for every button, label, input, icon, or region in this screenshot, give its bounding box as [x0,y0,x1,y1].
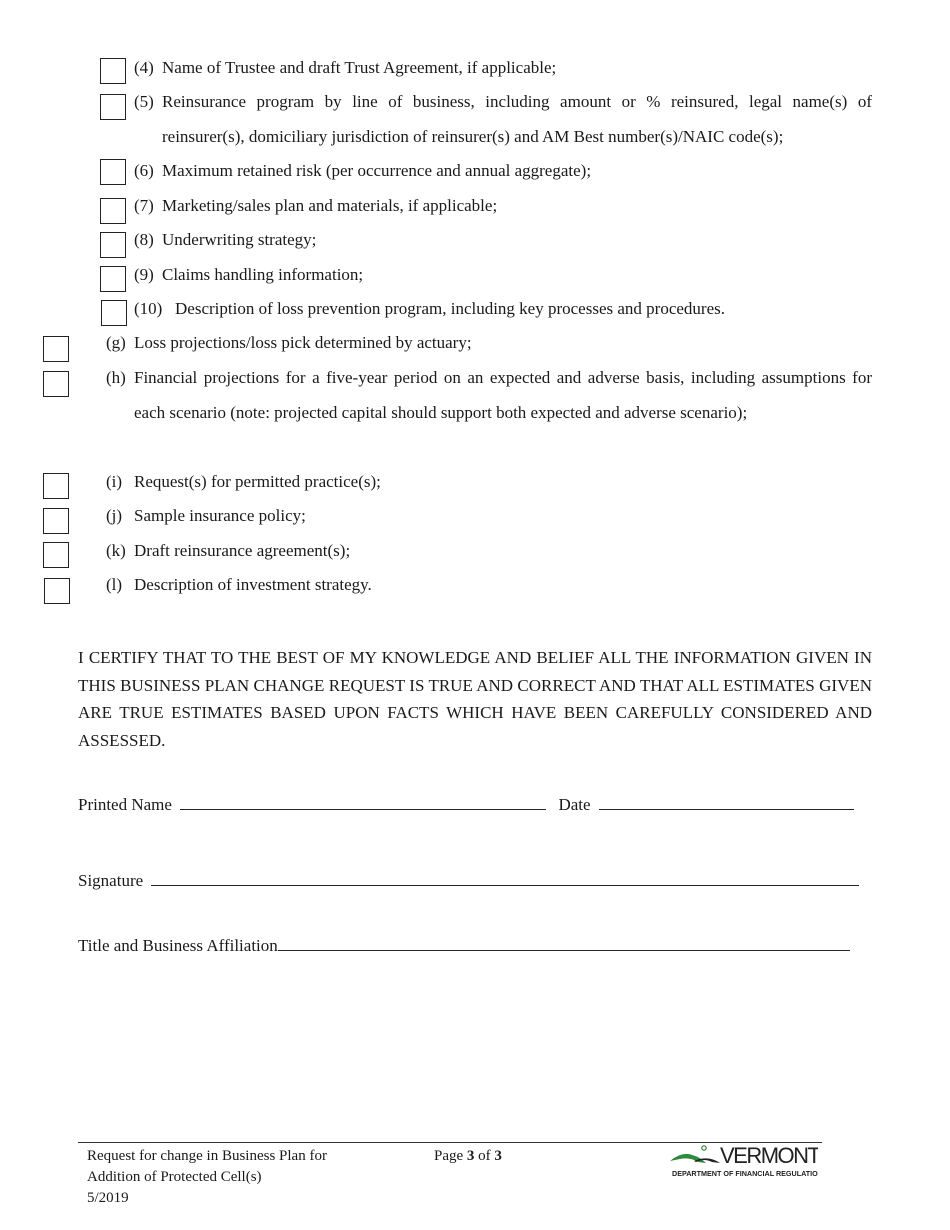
item-text: Draft reinsurance agreement(s); [134,541,351,560]
sub-item-text: Name of Trustee and draft Trust Agreement, if applicable; [162,58,557,77]
checkbox-sub-6[interactable] [100,159,126,185]
sun-mark [702,1146,706,1150]
item-text: Loss projections/loss pick determined by actuary; [134,333,472,352]
vermont-dfr-logo [668,1143,818,1183]
checkbox-item-g[interactable] [43,336,69,362]
footer-doc-title-line2: Addition of Protected Cell(s) [87,1169,262,1185]
footer-doc-date: 5/2019 [87,1190,129,1206]
signature-field[interactable] [151,869,859,886]
logo-subtitle: DEPARTMENT OF FINANCIAL REGULATION [672,1169,818,1178]
footer-doc-title-line1: Request for change in Business Plan for [87,1148,327,1164]
checkbox-sub-9[interactable] [100,266,126,292]
sub-item-text: Description of loss prevention program, including key processes and procedures. [175,299,725,318]
page-number [434,1146,502,1167]
sub-item-text: Marketing/sales plan and materials, if applicable; [162,196,498,215]
sub-item-number: (5) [134,92,154,111]
checkbox-item-i[interactable] [43,473,69,499]
date-label: Date [558,795,591,814]
item-text: Financial projections for a five-year period on an expected and adverse basis, including assumptions for each scenario (note: projected capital should support both expected and adverse scenario); [134,368,872,422]
printed-name-label: Printed Name [78,795,172,814]
signature-label: Signature [78,871,144,890]
item-letter: (j) [106,506,123,525]
item-letter: (h) [106,368,126,387]
sub-item-number: (10) [134,299,163,318]
date-field[interactable] [599,793,854,810]
checkbox-sub-4[interactable] [100,58,126,84]
sub-item-number: (4) [134,58,154,77]
checkbox-item-h[interactable] [43,371,69,397]
title-affiliation-label: Title and Business Affiliation [78,936,278,955]
sub-item-number: (9) [134,265,154,284]
title-affiliation-row [78,934,850,957]
page-word: Page [434,1148,464,1164]
checkbox-sub-10[interactable] [101,300,127,326]
title-affiliation-field[interactable] [278,934,850,951]
sub-item-text: Underwriting strategy; [162,230,317,249]
signature-row [78,869,859,892]
footer-doc-info [87,1146,327,1209]
page-total: 3 [494,1148,502,1164]
sub-item-text: Claims handling information; [162,265,364,284]
checkbox-item-l[interactable] [44,578,70,604]
certification-statement: I CERTIFY THAT TO THE BEST OF MY KNOWLEDGE AND BELIEF ALL THE INFORMATION GIVEN IN THIS BUSINESS PLAN CHANGE REQUEST IS TRUE AND CORRECT AND THAT ALL ESTIMATES GIVEN ARE TRUE ESTIMATES BASED UPON FACTS WHICH HAVE BEEN CAREFULLY CONSIDERED AND ASSESSED. [78,648,872,750]
checkbox-sub-5[interactable] [100,94,126,120]
logo-name: VERMONT [720,1143,818,1168]
checkbox-sub-8[interactable] [100,232,126,258]
item-text: Request(s) for permitted practice(s); [134,472,381,491]
item-text: Description of investment strategy. [134,575,372,594]
page-current: 3 [466,1148,475,1164]
page-of: of [478,1148,491,1164]
item-letter: (i) [106,472,123,491]
sub-item-text: Reinsurance program by line of business, including amount or % reinsured, legal name(s) of reinsurer(s), domiciliary jurisdiction of reinsurer(s) and AM Best number(s)/NAIC code(s); [162,92,872,146]
item-text: Sample insurance policy; [134,506,306,525]
sub-item-number: (7) [134,196,154,215]
printed-name-row [78,793,854,816]
checkbox-sub-7[interactable] [100,198,126,224]
green-mountain-shape [670,1154,706,1163]
item-letter: (l) [106,575,123,594]
checkbox-item-k[interactable] [43,542,69,568]
item-letter: (k) [106,541,126,560]
sub-item-number: (8) [134,230,154,249]
sub-item-text: Maximum retained risk (per occurrence and annual aggregate); [162,161,592,180]
checkbox-item-j[interactable] [43,508,69,534]
item-letter: (g) [106,333,126,352]
sub-item-number: (6) [134,161,154,180]
printed-name-field[interactable] [180,793,546,810]
mountain-logo-icon [668,1143,818,1183]
